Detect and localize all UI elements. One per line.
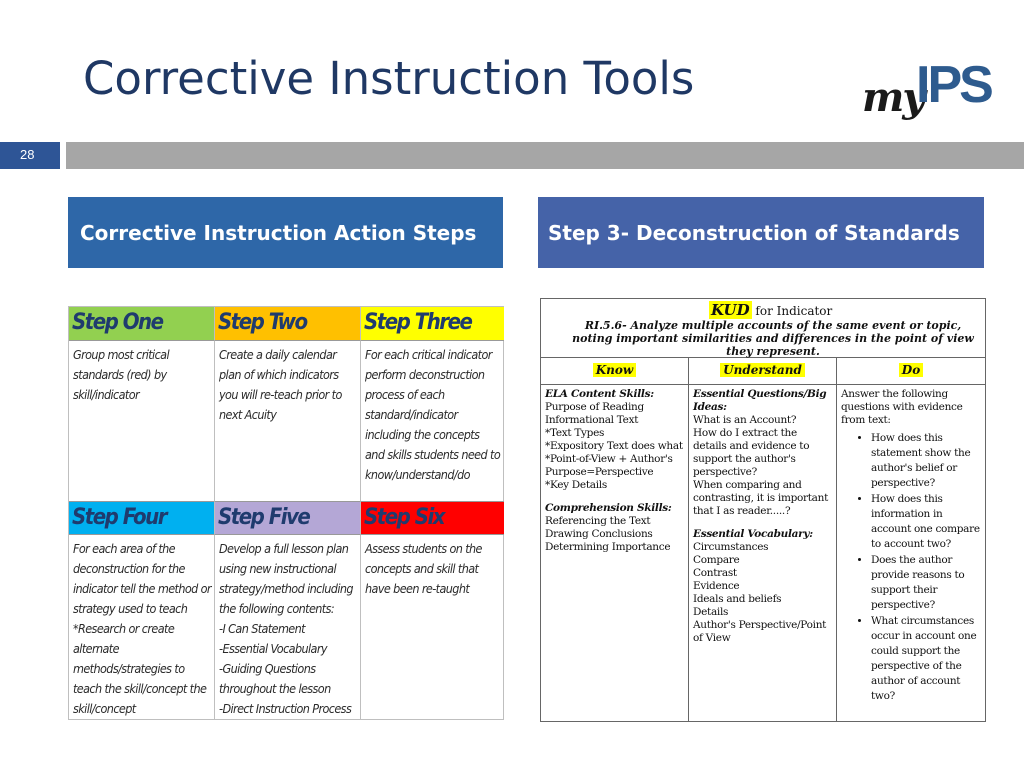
kud-title-highlight: KUD <box>711 301 750 319</box>
kud-indicator: RI.5.6- Analyze multiple accounts of the same event or topic, noting important similarities and differences in the point of view they represent. <box>572 319 974 358</box>
do-intro: Answer the following questions with evidence from text: <box>841 388 963 426</box>
essential-questions-list: What is an Account? How do I extract the details and evidence to support the author's perspective? When comparing and contrasting, it is important that I as reader.....? <box>693 414 829 517</box>
do-questions-list <box>841 431 982 704</box>
logo-my-text: my <box>862 74 924 121</box>
kud-do-header: Do <box>837 357 985 385</box>
step-two-text: Create a daily calendar plan of which indicators you will re-teach prior to next Acuity <box>215 341 361 501</box>
step-two-header: Step Two <box>215 307 361 341</box>
slide-title: Corrective Instruction Tools <box>83 52 695 105</box>
kud-understand-header: Understand <box>689 357 836 385</box>
myips-logo <box>862 56 1004 122</box>
ela-skills-title: ELA Content Skills: <box>545 388 654 400</box>
essential-vocabulary-title: Essential Vocabulary: <box>693 528 813 540</box>
step-four-header: Step Four <box>69 501 215 535</box>
step-one-header: Step One <box>69 307 215 341</box>
kud-top <box>541 299 985 358</box>
action-steps-table <box>68 306 504 720</box>
header-action-steps: Corrective Instruction Action Steps <box>68 197 503 268</box>
step-five-text: Develop a full lesson plan using new instructional strategy/method including the following contents: -I Can Statement -Essential Vocabulary -Guiding Questions throughout the lesson -Direct Instruction Process <box>215 535 361 719</box>
slide-number-box <box>0 142 60 169</box>
kud-document <box>540 298 986 722</box>
list-item: • What circumstances occur in account one could support the perspective of the author of account two? <box>871 614 982 704</box>
kud-do-column <box>837 357 985 721</box>
divider-bar <box>66 142 1024 169</box>
kud-do-content <box>837 385 985 704</box>
slide-number: 28 <box>20 147 35 162</box>
list-item: • How does this information in account one compare to account two? <box>871 492 982 552</box>
kud-title <box>709 301 832 319</box>
comprehension-skills-title: Comprehension Skills: <box>545 502 672 514</box>
list-item: • How does this statement show the author's belief or perspective? <box>871 431 982 491</box>
kud-understand-content <box>689 385 836 645</box>
step-three-header: Step Three <box>361 307 504 341</box>
kud-know-column <box>541 357 689 721</box>
step-four-text: For each area of the deconstruction for the indicator tell the method or strategy used to teach *Research or create alternate methods/strategies to teach the skill/concept the skill/concept <box>69 535 215 719</box>
header-deconstruction: Step 3- Deconstruction of Standards <box>538 197 984 268</box>
list-item: • Does the author provide reasons to support their perspective? <box>871 553 982 613</box>
step-six-header: Step Six <box>361 501 504 535</box>
kud-title-rest: for Indicator <box>751 304 833 318</box>
kud-understand-column <box>689 357 837 721</box>
step-five-header: Step Five <box>215 501 361 535</box>
kud-know-content <box>541 385 688 554</box>
essential-questions-title: Essential Questions/Big Ideas: <box>693 388 827 413</box>
step-three-text: For each critical indicator perform deconstruction process of each standard/indicator including the concepts and skills students need to know/understand/do <box>365 347 501 482</box>
essential-vocabulary-list: Circumstances Compare Contrast Evidence Ideals and beliefs Details Author's Perspective/Point of View <box>693 541 827 644</box>
step-one-text: Group most critical standards (red) by skill/indicator <box>69 341 215 501</box>
logo-ips-text: IPS <box>916 56 991 114</box>
kud-know-header: Know <box>541 357 688 385</box>
ela-skills-list: Purpose of Reading Informational Text *Text Types *Expository Text does what *Point-of-View + Author's Purpose=Perspective *Key Details <box>545 401 683 491</box>
step-six-text: Assess students on the concepts and skill that have been re-taught <box>365 541 482 596</box>
comprehension-skills-list: Referencing the Text Drawing Conclusions Determining Importance <box>545 515 671 553</box>
